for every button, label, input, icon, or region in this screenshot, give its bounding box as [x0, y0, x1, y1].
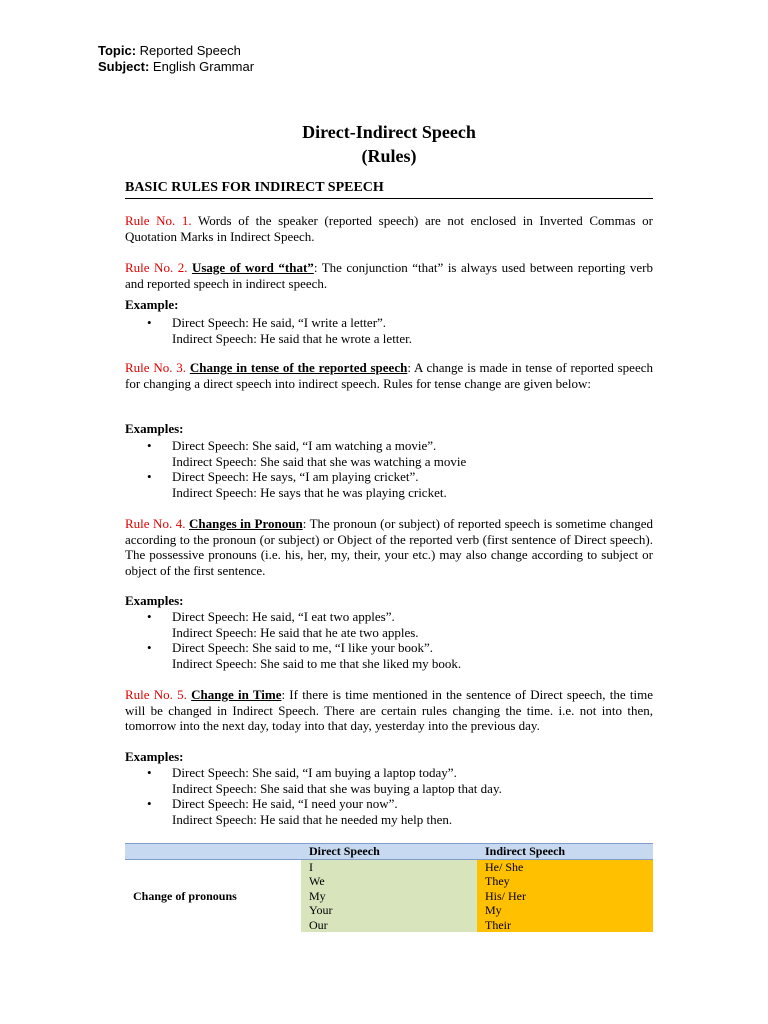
indirect-speech-example: Indirect Speech: She said that she was buying a laptop that day.	[172, 780, 502, 796]
direct-speech-example: Direct Speech: He said, “I need your now”.	[172, 796, 398, 811]
subject-label: Subject:	[98, 59, 150, 74]
direct-pronoun-cell: We	[301, 874, 477, 889]
direct-speech-example: Direct Speech: She said, “I am watching a movie”.	[172, 438, 437, 453]
rule-title: Change in tense of the reported speech	[189, 360, 408, 375]
direct-speech-example: Direct Speech: He says, “I am playing cricket”.	[172, 469, 419, 484]
table-header-indirect: Indirect Speech	[477, 844, 653, 860]
document-meta	[98, 43, 254, 75]
rule-number: Rule No. 4.	[125, 516, 186, 531]
rule-text: Words of the speaker (reported speech) are not enclosed in Inverted Commas or Quotation Marks in Indirect Speech.	[125, 213, 653, 244]
direct-pronoun-cell: Your	[301, 903, 477, 918]
indirect-pronoun-cell: He/ She	[477, 859, 653, 874]
indirect-pronoun-cell: My	[477, 903, 653, 918]
table-header-direct: Direct Speech	[301, 844, 477, 860]
example-label: Example:	[125, 297, 179, 312]
indirect-speech-example: Indirect Speech: She said to me that she liked my book.	[172, 655, 462, 671]
direct-pronoun-cell: My	[301, 889, 477, 904]
indirect-speech-example: Indirect Speech: He said that he needed my help then.	[172, 811, 453, 827]
example-label: Examples:	[125, 421, 184, 436]
rule-number: Rule No. 1.	[125, 213, 192, 228]
bullet-icon: •	[147, 469, 152, 484]
rule-3	[125, 360, 653, 391]
indirect-pronoun-cell: Their	[477, 918, 653, 933]
rule-title: Change in Time	[191, 687, 282, 702]
table-row	[125, 859, 653, 874]
bullet-icon: •	[147, 438, 152, 453]
section-heading: BASIC RULES FOR INDIRECT SPEECH	[125, 180, 653, 199]
direct-speech-example: Direct Speech: He said, “I write a letter”.	[172, 315, 387, 330]
direct-speech-example: Direct Speech: She said, “I am buying a laptop today”.	[172, 765, 457, 780]
indirect-speech-example: Indirect Speech: She said that she was watching a movie	[172, 453, 467, 469]
direct-pronoun-cell: I	[301, 859, 477, 874]
bullet-icon: •	[147, 315, 152, 330]
rule-1	[125, 213, 653, 244]
rule-title: Changes in Pronoun	[188, 516, 303, 531]
rule-text: : If there is time mentioned in the sentence of Direct speech, the time will be changed in Indirect Speech. There are certain rules changing the time. i.e. not into then, tomorrow into the next day, today into that day, yesterday into the previous day.	[125, 687, 653, 733]
rule-text: : The conjunction “that” is always used between reporting verb and reported speech in indirect speech.	[125, 260, 653, 291]
topic-label: Topic:	[98, 43, 137, 58]
page-title	[0, 120, 768, 168]
table-row-label: Change of pronouns	[133, 888, 237, 903]
rule-number: Rule No. 5.	[125, 687, 187, 702]
indirect-speech-example: Indirect Speech: He said that he ate two apples.	[172, 624, 419, 640]
example-label: Examples:	[125, 593, 184, 608]
indirect-speech-example: Indirect Speech: He says that he was playing cricket.	[172, 484, 447, 500]
bullet-icon: •	[147, 796, 152, 811]
pronoun-change-table	[125, 843, 653, 932]
rule-number: Rule No. 2.	[125, 260, 188, 275]
example-label: Examples:	[125, 749, 184, 764]
rule-number: Rule No. 3.	[125, 360, 187, 375]
bullet-icon: •	[147, 765, 152, 780]
rule-text: : The pronoun (or subject) of reported speech is sometime changed according to the pronoun (or subject) or Object of the reported verb (first sentence of Direct speech). The possessive pronouns (i.e. his, her, my, their, your etc.) may also change according to subject or object of the first sentence.	[125, 516, 654, 578]
rule-2	[125, 260, 653, 291]
example-list-rule-3	[125, 438, 653, 500]
example-list-rule-2	[125, 315, 653, 346]
list-item	[125, 765, 653, 796]
direct-pronoun-cell: Our	[301, 918, 477, 933]
subject-line	[98, 59, 254, 75]
topic-value: Reported Speech	[139, 43, 241, 58]
list-item	[125, 796, 653, 827]
rule-text: : A change is made in tense of reported speech for changing a direct speech into indirect speech. Rules for tense change are given below:	[125, 360, 653, 391]
example-list-rule-4	[125, 609, 653, 671]
topic-line	[98, 43, 254, 59]
indirect-pronoun-cell: They	[477, 874, 653, 889]
bullet-icon: •	[147, 640, 152, 655]
rule-5	[125, 687, 653, 734]
direct-speech-example: Direct Speech: She said to me, “I like your book”.	[172, 640, 434, 655]
rule-title: Usage of word “that”	[191, 260, 314, 275]
indirect-pronoun-cell: His/ Her	[477, 889, 653, 904]
bullet-icon: •	[147, 609, 152, 624]
example-list-rule-5	[125, 765, 653, 827]
table-header-empty	[125, 844, 301, 860]
direct-speech-example: Direct Speech: He said, “I eat two apples”.	[172, 609, 395, 624]
title-line-2: (Rules)	[361, 146, 417, 166]
list-item	[125, 469, 653, 500]
list-item	[125, 438, 653, 469]
title-line-1: Direct-Indirect Speech	[302, 122, 476, 142]
list-item	[125, 640, 653, 671]
list-item	[125, 315, 653, 346]
rule-4	[125, 516, 653, 578]
table-header-row	[125, 844, 653, 860]
indirect-speech-example: Indirect Speech: He said that he wrote a letter.	[172, 330, 413, 346]
subject-value: English Grammar	[152, 59, 255, 74]
list-item	[125, 609, 653, 640]
